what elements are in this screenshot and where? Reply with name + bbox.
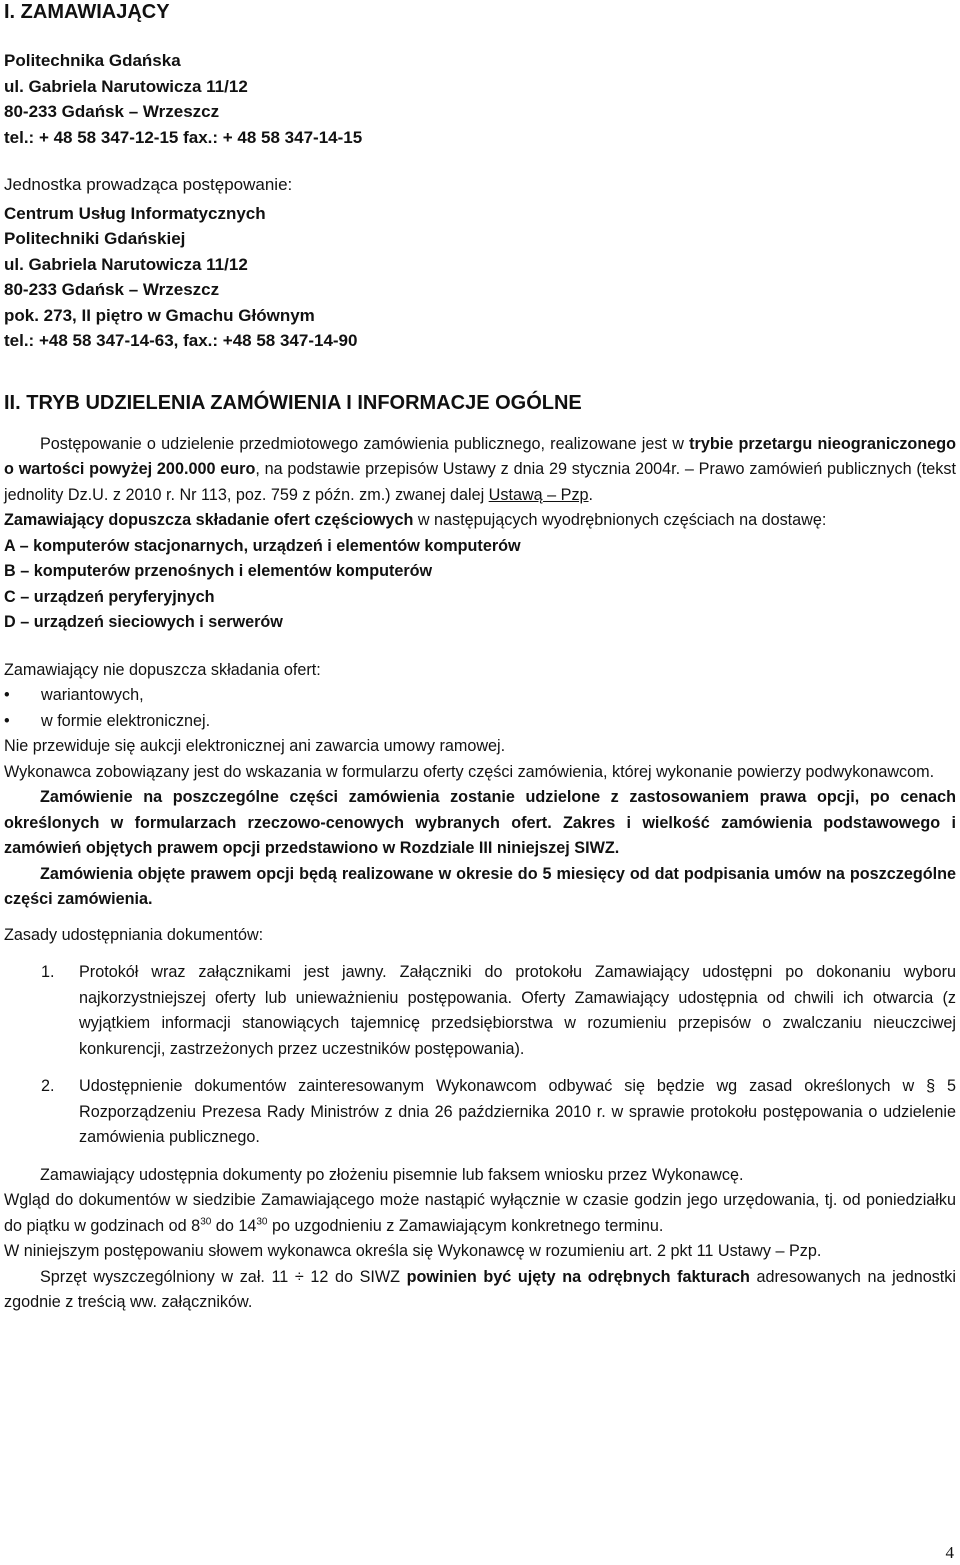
part-item: D – urządzeń sieciowych i serwerów — [4, 613, 283, 631]
list-item-text: w formie elektronicznej. — [41, 711, 211, 730]
unit-line: pok. 273, II piętro w Gmachu Głównym — [4, 305, 315, 325]
heading-orderer: I. ZAMAWIAJĄCY — [4, 1, 170, 23]
invoices — [4, 1265, 956, 1316]
orderer-line: 80-233 Gdańsk – Wrzeszcz — [4, 102, 220, 121]
intro-paragraph — [4, 432, 956, 509]
page-number: 4 — [945, 1543, 954, 1562]
list-item-text: wariantowych, — [41, 686, 144, 704]
orderer-line: ul. Gabriela Narutowicza 11/12 — [4, 76, 248, 96]
intro-text: , na podstawie przepisów Ustawy z dnia 29 stycznia 2004r. – Prawo zamówień publicznych (tekst jednolity Dz.U. z 2010 r. Nr 113, poz. 759 z późn. zm.) zwanej dalej — [4, 460, 956, 504]
contractor-definition: W niniejszym postępowaniu słowem wykonawca określa się Wykonawcę w rozumieniu art. 2 pkt 11 Ustawy – Pzp. — [4, 1242, 822, 1260]
unit-label: Jednostka prowadząca postępowanie: — [4, 175, 293, 194]
inspection-sup: 30 — [256, 1216, 268, 1228]
option-paragraph: Zamówienie na poszczególne części zamówienia zostanie udzielone z zastosowaniem prawa opcji, po cenach określonych w formularzach rzeczowo-cenowych wybranych ofert. Zakres i wielkość zamówienia podstawowego i zamówień objętych prawem opcji przedstawiono w Rozdziale III niniejszej SIWZ. — [4, 788, 956, 857]
list-item — [4, 709, 956, 735]
unit-line: ul. Gabriela Narutowicza 11/12 — [4, 254, 248, 274]
subcontract: Wykonawca zobowiązany jest do wskazania w formularzu oferty części zamówienia, której wykonanie powierzy podwykonawcom. — [4, 762, 935, 781]
part-item: B – komputerów przenośnych i elementów komputerów — [4, 562, 433, 580]
document-page — [4, 0, 956, 1316]
share-docs: Zamawiający udostępnia dokumenty po złożeniu pisemnie lub faksem wniosku przez Wykonawcę. — [40, 1165, 744, 1184]
orderer-line: Politechnika Gdańska — [4, 51, 181, 70]
unit-line: Centrum Usług Informatycznych — [4, 203, 266, 223]
list-item-text: Udostępnienie dokumentów zainteresowanym Wykonawcom odbywać się będzie wg zasad określonych w § 5 Rozporządzeniu Prezesa Rady Ministrów z dnia 26 października 2010 r. w sprawie protokołu postępowania o udzielenie zamówienia publicznego. — [79, 1077, 956, 1146]
part-item: C – urządzeń peryferyjnych — [4, 587, 215, 606]
part-item: A – komputerów stacjonarnych, urządzeń i elementów komputerów — [4, 536, 521, 555]
intro-underlined: Ustawą – Pzp — [488, 485, 589, 504]
bullet-icon: • — [4, 711, 10, 730]
intro-text: Postępowanie o udzielenie przedmiotowego zamówienia publicznego, realizowane jest w — [40, 434, 690, 453]
orderer-address — [4, 48, 956, 150]
orderer-line: tel.: + 48 58 347-12-15 fax.: + 48 58 347-14-15 — [4, 127, 363, 147]
partial-rest: w następujących wyodrębnionych częściach na dostawę: — [413, 511, 827, 529]
unit-line: Politechniki Gdańskiej — [4, 229, 186, 248]
inspection-text: Wgląd do dokumentów w siedzibie Zamawiającego może nastąpić wyłącznie w czasie godzin jego urzędowania, tj. od poniedziałku do piątku w godzinach od 8 — [4, 1191, 956, 1235]
list-item — [4, 683, 956, 709]
option-period: Zamówienia objęte prawem opcji będą realizowane w okresie do 5 miesięcy od dat podpisania umów na poszczególne części zamówienia. — [4, 864, 956, 908]
unit-line: tel.: +48 58 347-14-63, fax.: +48 58 347-14-90 — [4, 331, 358, 350]
list-item — [4, 1074, 956, 1151]
inspection-text: po uzgodnieniu z Zamawiającym konkretnego terminu. — [267, 1216, 664, 1235]
list-item-text: Protokół wraz załącznikami jest jawny. Załączniki do protokołu Zamawiający udostępni po dokonaniu wyboru najkorzystniejszej oferty lub unieważnieniu postępowania. Oferty Zamawiający udostępnia od chwili ich otwarcia (z wyjątkiem informacji stanowiących tajemnicę przedsiębiorstwa w rozumieniu przepisów o zwalczaniu nieuczciwej konkurencji, zastrzeżonych przez uczestników postępowania). — [79, 963, 956, 1058]
list-number: 1. — [41, 963, 55, 981]
list-number: 2. — [41, 1077, 55, 1095]
invoices-text: adresowanych na jednostki zgodnie z treścią ww. załączników. — [4, 1267, 956, 1311]
inspection-text: do 14 — [211, 1216, 257, 1235]
docs-label: Zasady udostępniania dokumentów: — [4, 925, 264, 944]
partial-offers — [4, 508, 956, 534]
list-item — [4, 960, 956, 1062]
inspection-sup: 30 — [200, 1216, 212, 1228]
unit-address — [4, 172, 956, 354]
intro-text: . — [588, 485, 594, 504]
no-auction: Nie przewiduje się aukcji elektronicznej ani zawarcia umowy ramowej. — [4, 737, 506, 755]
intro-bold: trybie przetargu nieograniczonego o wartości powyżej 200.000 euro — [4, 434, 956, 478]
not-allowed-label: Zamawiający nie dopuszcza składania ofert: — [4, 660, 321, 679]
docs-list — [4, 960, 956, 1151]
not-allowed-list — [4, 683, 956, 734]
partial-bold: Zamawiający dopuszcza składanie ofert częściowych — [4, 511, 414, 529]
invoices-text: Sprzęt wyszczególniony w zał. 11 ÷ 12 do SIWZ — [40, 1267, 407, 1286]
unit-line: 80-233 Gdańsk – Wrzeszcz — [4, 280, 220, 299]
inspection — [4, 1188, 956, 1239]
bullet-icon: • — [4, 686, 10, 704]
invoices-bold: powinien być ujęty na odrębnych fakturach — [406, 1267, 750, 1286]
heading-procedure: II. TRYB UDZIELENIA ZAMÓWIENIA I INFORMACJE OGÓLNE — [4, 391, 582, 414]
